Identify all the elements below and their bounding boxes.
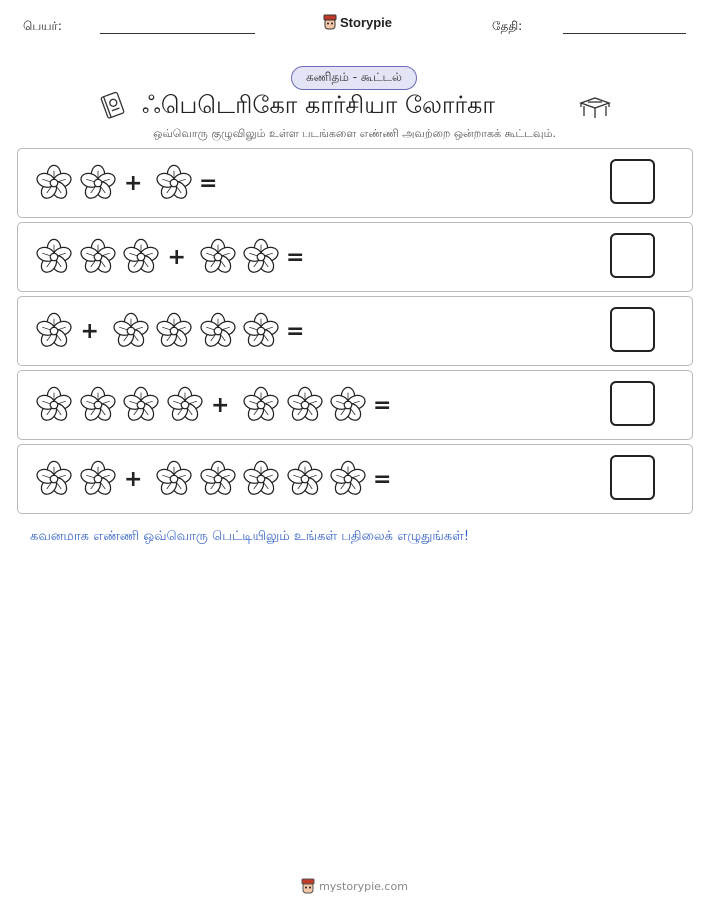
flower-icon xyxy=(242,386,280,424)
storypie-logo-icon xyxy=(301,878,315,894)
addition-expression xyxy=(35,459,404,499)
equals-sign: = xyxy=(372,392,392,418)
name-label: பெயர்: xyxy=(23,19,62,33)
plus-sign: + xyxy=(124,170,143,196)
flower-icon xyxy=(329,460,367,498)
flower-icon xyxy=(122,386,160,424)
brand-logo xyxy=(323,14,392,30)
flower-icon xyxy=(35,460,73,498)
addition-expression xyxy=(35,385,404,425)
title-row xyxy=(0,88,709,124)
flower-icon xyxy=(155,460,193,498)
page-footer xyxy=(0,878,709,894)
answer-box[interactable] xyxy=(610,159,655,204)
equals-sign: = xyxy=(285,318,305,344)
date-label: தேதி: xyxy=(492,19,523,33)
problem-row xyxy=(17,222,693,292)
flower-icon xyxy=(79,386,117,424)
flower-icon xyxy=(35,386,73,424)
flower-icon xyxy=(79,164,117,202)
plus-sign: + xyxy=(211,392,230,418)
worksheet-header xyxy=(0,14,709,38)
addition-expression xyxy=(35,163,230,203)
flower-icon xyxy=(286,386,324,424)
footer-note: கவனமாக எண்ணி ஒவ்வொரு பெட்டியிலும் உங்கள் பதிலைக் எழுதுங்கள்! xyxy=(30,529,470,544)
table-icon xyxy=(578,96,612,120)
flower-icon xyxy=(155,312,193,350)
equals-sign: = xyxy=(198,170,218,196)
date-line xyxy=(563,33,686,34)
flower-icon xyxy=(35,238,73,276)
problem-row xyxy=(17,444,693,514)
problem-row xyxy=(17,148,693,218)
flower-icon xyxy=(286,460,324,498)
flower-icon xyxy=(35,312,73,350)
flower-icon xyxy=(112,312,150,350)
flower-icon xyxy=(79,238,117,276)
book-icon xyxy=(98,90,128,120)
equals-sign: = xyxy=(285,244,305,270)
answer-box[interactable] xyxy=(610,381,655,426)
flower-icon xyxy=(199,312,237,350)
equals-sign: = xyxy=(372,466,392,492)
flower-icon xyxy=(242,312,280,350)
problem-row xyxy=(17,370,693,440)
plus-sign: + xyxy=(80,318,99,344)
plus-sign: + xyxy=(124,466,143,492)
name-line xyxy=(100,33,255,34)
flower-icon xyxy=(199,460,237,498)
brand-name: Storypie xyxy=(340,14,393,30)
answer-box[interactable] xyxy=(610,233,655,278)
subject-badge: கணிதம் - கூட்டல் xyxy=(291,66,417,90)
answer-box[interactable] xyxy=(610,307,655,352)
flower-icon xyxy=(242,460,280,498)
flower-icon xyxy=(122,238,160,276)
flower-icon xyxy=(242,238,280,276)
flower-icon xyxy=(155,164,193,202)
plus-sign: + xyxy=(167,244,186,270)
flower-icon xyxy=(35,164,73,202)
answer-box[interactable] xyxy=(610,455,655,500)
flower-icon xyxy=(199,238,237,276)
storypie-logo-icon xyxy=(323,14,337,30)
page-title: ஃபெடெரிகோ கார்சியா லோர்கா xyxy=(142,91,495,119)
flower-icon xyxy=(329,386,367,424)
problem-list xyxy=(17,148,693,518)
flower-icon xyxy=(166,386,204,424)
flower-icon xyxy=(79,460,117,498)
problem-row xyxy=(17,296,693,366)
addition-expression xyxy=(35,311,317,351)
instructions: ஒவ்வொரு குழுவிலும் உள்ள படங்களை எண்ணி அவற்றை ஒன்றாகக் கூட்டவும். xyxy=(153,127,556,140)
addition-expression xyxy=(35,237,317,277)
footer-url: mystorypie.com xyxy=(319,879,408,893)
